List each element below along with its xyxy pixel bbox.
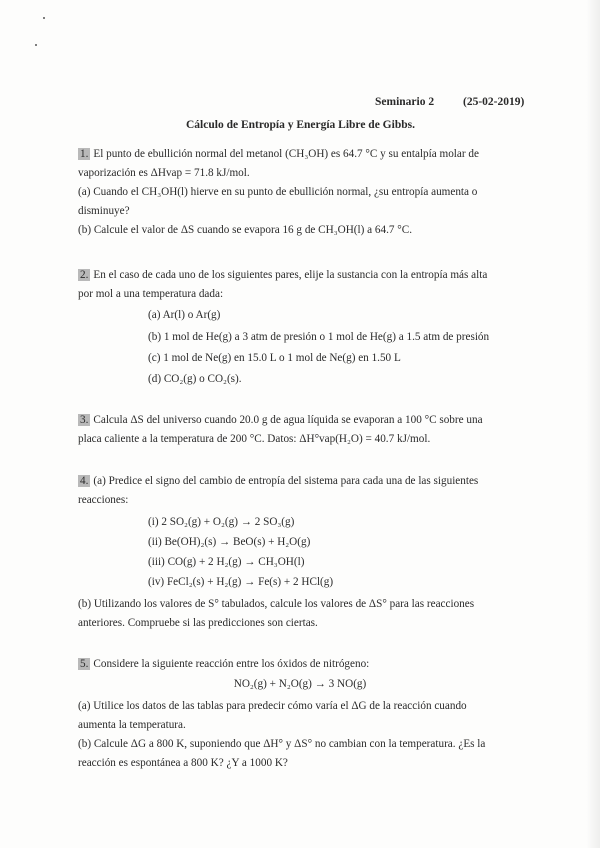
q4-line1: (a) Predice el signo del cambio de entropía del sistema para cada una de las siguientes [93,475,479,487]
q4-reaction: (i) 2 SO₂(g) + O₂(g) → 2 SO₃(g) [148,516,295,528]
q4-reaction: (ii) Be(OH)₂(s) → BeO(s) + H₂O(g) [148,536,311,548]
question-1 [78,145,523,240]
q2-option: (c) 1 mol de Ne(g) en 15.0 L o 1 mol de Ne(g) en 1.50 L [148,352,401,364]
q4-reaction: (iii) CO(g) + 2 H₂(g) → CH₃OH(l) [148,556,305,568]
q5-line1: Considere la siguiente reacción entre los óxidos de nitrógeno: [93,658,370,670]
q5-b-line1: (b) Calcule ΔG a 800 K, suponiendo que ΔH° y ΔS° no cambian con la temperatura. ¿Es la [78,738,486,750]
q5-parts [78,697,523,773]
question-number: 5. [80,658,89,670]
q2-line1: En el caso de cada uno de los siguientes pares, elije la sustancia con la entropía más alta [93,269,488,281]
q4-b-line2: anteriores. Compruebe si las predicciones son ciertas. [78,617,318,629]
q5-a-line2: aumenta la temperatura. [78,719,186,731]
seminar-label: Seminario 2 [375,96,435,108]
q4-reaction: (iv) FeCl₂(s) + H₂(g) → Fe(s) + 2 HCl(g) [148,576,334,588]
question-5 [78,655,523,674]
question-2 [78,266,523,304]
q2-option: (a) Ar(l) o Ar(g) [148,309,221,321]
q5-reaction: NO₂(g) + N₂O(g) → 3 NO(g) [233,678,367,690]
q2-line2: por mol a una temperatura dada: [78,288,224,300]
q4-part-b [78,595,523,633]
question-4 [78,472,523,510]
question-number: 3. [80,414,89,426]
page-title: Cálculo de Entropía y Energía Libre de Gibbs. [186,119,415,131]
q1-line1: El punto de ebullición normal del metanol (CH₃OH) es 64.7 °C y su entalpía molar de [93,148,479,160]
q2-option: (d) CO₂(g) o CO₂(s). [148,373,242,385]
scan-speck [43,17,45,19]
seminar-date: (25-02-2019) [462,96,525,108]
question-number: 1. [80,148,89,160]
scan-speck [35,44,37,46]
q5-b-line2: reacción es espontánea a 800 K? ¿Y a 1000 K? [78,757,288,769]
q1-line2: vaporización es ΔHvap = 71.8 kJ/mol. [78,167,250,179]
question-number: 4. [80,475,89,487]
q1-b: (b) Calcule el valor de ΔS cuando se evapora 16 g de CH₃OH(l) a 64.7 °C. [78,224,413,236]
question-number: 2. [80,269,89,281]
seminar-header [375,96,524,108]
q2-option: (b) 1 mol de He(g) a 3 atm de presión o 1 mol de He(g) a 1.5 atm de presión [148,331,490,343]
q1-a-line2: disminuye? [78,205,130,217]
q5-a-line1: (a) Utilice los datos de las tablas para predecir cómo varía el ΔG de la reacción cuando [78,700,467,712]
q1-a-line1: (a) Cuando el CH₃OH(l) hierve en su punto de ebullición normal, ¿su entropía aumenta o [78,186,478,198]
q4-b-line1: (b) Utilizando los valores de S° tabulados, calcule los valores de ΔS° para las reacciones [78,598,475,610]
q3-line2: placa caliente a la temperatura de 200 °C. Datos: ΔH°vap(H₂O) = 40.7 kJ/mol. [78,433,431,445]
q3-line1: Calcula ΔS del universo cuando 20.0 g de agua líquida se evaporan a 100 °C sobre una [93,414,483,426]
scan-edge-shadow [586,0,600,848]
question-3 [78,411,523,449]
q4-line2: reacciones: [78,494,129,506]
